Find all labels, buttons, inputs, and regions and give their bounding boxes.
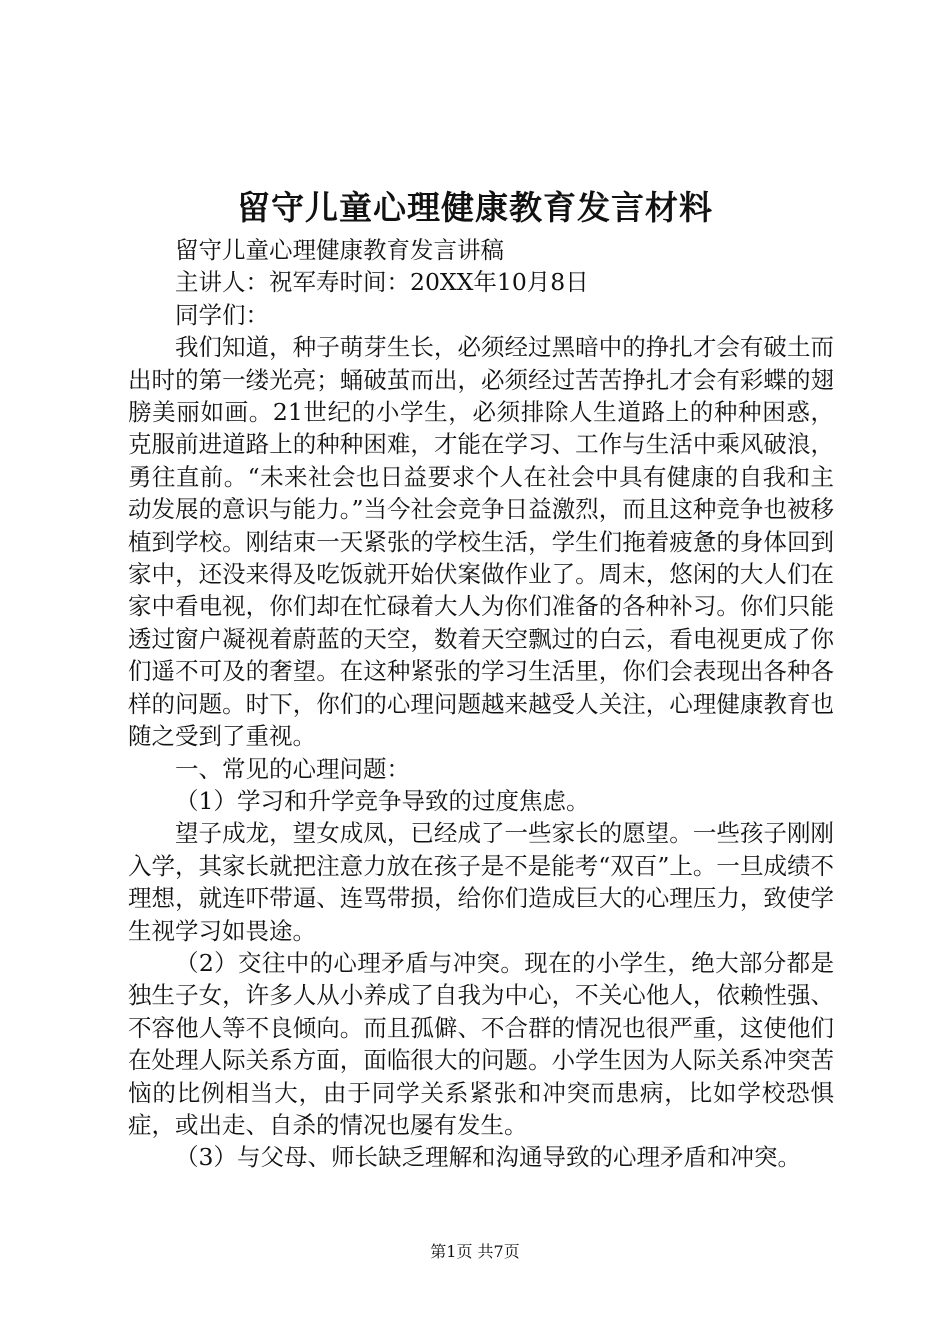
item-heading-1: （1）学习和升学竞争导致的过度焦虑。	[175, 786, 590, 815]
paragraph-intro: 我们知道，种子萌芽生长，必须经过黑暗中的挣扎才会有破土而出时的第一缕光亮；蛹破茧而出，必须经过苦苦挣扎才会有彩蝶的翅膀美丽如画。21世纪的小学生，必须排除人生道路上的种种困惑，克服前进道路上的种种困难，才能在学习、工作与生活中乘风破浪，勇往直前。“未来社会也日益要求个人在社会中具有健康的自我和主动发展的意识与能力。”当今社会竞争日益激烈，而且这种竞争也被移植到学校。刚结束一天紧张的学校生活，学生们拖着疲惫的身体回到家中，还没来得及吃饭就开始伏案做作业了。周末，悠闲的大人们在家中看电视，你们却在忙碌着大人为你们准备的各种补习。你们只能透过窗户凝视着蔚蓝的天空，数着天空飘过的白云，看电视更成了你们遥不可及的奢望。在这种紧张的学习生活里，你们会表现出各种各样的问题。时下，你们的心理问题越来越受人关注，心理健康教育也随之受到了重视。	[128, 333, 834, 751]
page-footer: 第1页 共7页	[430, 1242, 520, 1261]
paragraph-item-1: 望子成龙，望女成凤，已经成了一些家长的愿望。一些孩子刚刚入学，其家长就把注意力放在孩子是不是能考“双百”上。一旦成绩不理想，就连吓带逼、连骂带损，给你们造成巨大的心理压力，致使学生视学习如畏途。	[128, 819, 834, 945]
section-heading: 一、常见的心理问题：	[175, 754, 410, 783]
item-heading-3: （3）与父母、师长缺乏理解和沟通导致的心理矛盾和冲突。	[175, 1143, 801, 1172]
paragraph-subtitle: 留守儿童心理健康教育发言讲稿	[175, 236, 504, 264]
paragraph-item-2: （2）交往中的心理矛盾与冲突。现在的小学生，绝大部分都是独生子女，许多人从小养成了自我为中心，不关心他人，依赖性强、不容他人等不良倾向。而且孤僻、不合群的情况也很严重，这使他们在处理人际关系方面，面临很大的问题。小学生因为人际关系冲突苦恼的比例相当大，由于同学关系紧张和冲突而患病，比如学校恐惧症，或出走、自杀的情况也屡有发生。	[128, 948, 834, 1139]
paragraph-greeting: 同学们：	[175, 300, 269, 329]
document-body	[128, 234, 834, 1174]
document-title: 留守儿童心理健康教育发言材料	[237, 188, 713, 227]
paragraph-speaker: 主讲人：祝军寿时间：20XX年10月8日	[175, 268, 589, 297]
